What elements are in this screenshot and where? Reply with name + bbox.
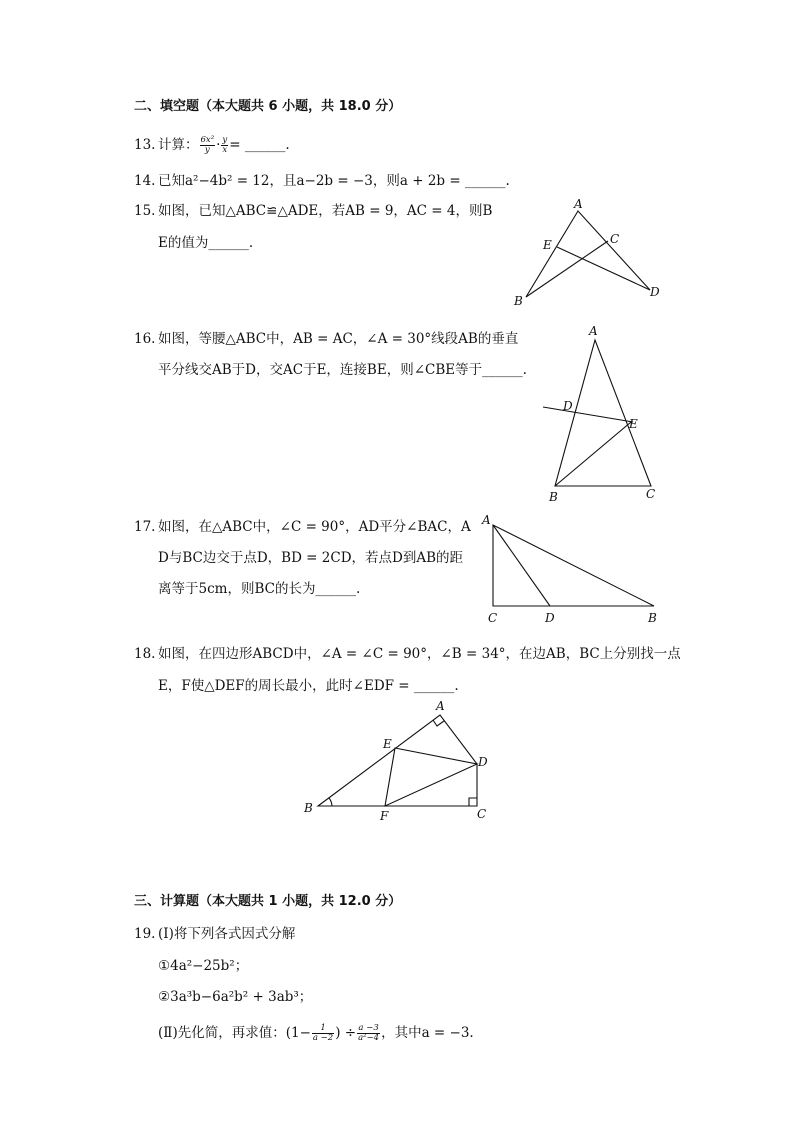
q17-triangle-abc xyxy=(493,525,654,606)
q18-figure xyxy=(300,698,500,824)
q19-part1-text: (Ⅰ)将下列各式因式分解 xyxy=(158,926,296,942)
question-18-line-1 xyxy=(134,645,681,663)
question-number: 19. xyxy=(134,926,156,942)
q19-item-2: ②3a³b−6a²b² + 3ab³； xyxy=(158,989,313,1005)
q13-prefix: 计算： xyxy=(158,137,199,153)
question-16-line-2: 平分线交AB于D，交AC于E，连接BE，则∠CBE等于______. xyxy=(158,362,527,378)
q19-part2-mid: ) ÷ xyxy=(335,1025,357,1041)
question-number: 15. xyxy=(134,203,156,219)
q16-perpendicular-bisector xyxy=(543,407,633,422)
question-15-line-1 xyxy=(134,202,492,220)
q13-fraction-2: $\frac{y}{x}$ xyxy=(222,135,228,155)
question-17-line-2: D与BC边交于点D，BD = 2CD，若点D到AB的距 xyxy=(158,550,464,566)
label-e: E xyxy=(629,417,638,431)
q19-part2-suffix: ，其中a = −3. xyxy=(381,1025,474,1041)
q19-part-2 xyxy=(158,1024,474,1043)
question-14 xyxy=(134,172,510,190)
q18-triangle-def xyxy=(385,748,477,806)
section-2-title: 二、填空题（本大题共 6 小题，共 18.0 分） xyxy=(134,99,402,114)
label-e: E xyxy=(543,238,552,252)
label-a: A xyxy=(482,513,491,527)
label-c: C xyxy=(477,807,487,821)
label-d: D xyxy=(478,755,488,769)
question-number: 17. xyxy=(134,519,156,535)
label-b: B xyxy=(514,294,523,308)
q15-line-e-d xyxy=(557,247,650,290)
label-a: A xyxy=(436,699,445,713)
label-a: A xyxy=(589,324,598,338)
question-17-line-1 xyxy=(134,518,471,536)
q19-fraction-2: $\frac{a -3}{\text{a²−4}}$ xyxy=(358,1023,380,1043)
q17-text-1: 如图，在△ABC中，∠C = 90°，AD平分∠BAC，A xyxy=(158,519,471,535)
question-19-part-1 xyxy=(134,925,295,943)
q13-dot: · xyxy=(216,137,221,153)
q19-part2-prefix: (Ⅱ)先化简，再求值：(1− xyxy=(158,1025,311,1041)
label-f: F xyxy=(380,809,389,823)
label-b: B xyxy=(648,611,657,625)
label-d: D xyxy=(563,399,573,413)
q18-text-1: 如图，在四边形ABCD中，∠A = ∠C = 90°，∠B = 34°，在边AB，BC上分别找一点 xyxy=(158,646,681,662)
q17-figure xyxy=(478,510,668,628)
q14-text: 已知a²−4b² = 12，且a−2b = −3，则a + 2b = ______. xyxy=(158,173,510,189)
question-number: 13. xyxy=(134,137,156,153)
q19-fraction-1: $\frac{1}{a -2}$ xyxy=(312,1023,334,1043)
label-c: C xyxy=(610,232,620,246)
q18-quadrilateral-abcd xyxy=(318,715,477,806)
q18-right-angle-a xyxy=(433,720,444,726)
question-number: 14. xyxy=(134,173,156,189)
q16-figure xyxy=(535,318,670,508)
question-13 xyxy=(134,136,290,155)
q16-line-b-e xyxy=(555,422,631,486)
label-d: D xyxy=(545,611,555,625)
q16-text-1: 如图，等腰△ABC中，AB = AC，∠A = 30°线段AB的垂直 xyxy=(158,331,519,347)
q18-angle-b-arc xyxy=(329,798,332,806)
question-number: 18. xyxy=(134,646,156,662)
q13-suffix: = ______. xyxy=(229,137,290,153)
question-16-line-1 xyxy=(134,330,518,348)
label-c: C xyxy=(488,611,498,625)
section-3-title: 三、计算题（本大题共 1 小题，共 12.0 分） xyxy=(134,894,402,909)
question-number: 16. xyxy=(134,331,156,347)
q13-fraction-1: $\frac{\text{6x²}}{y}$ xyxy=(200,135,215,155)
question-17-line-3: 离等于5cm，则BC的长为______. xyxy=(158,581,361,597)
q18-right-angle-c xyxy=(469,798,477,806)
q15-figure xyxy=(500,195,680,310)
label-b: B xyxy=(304,801,313,815)
label-c: C xyxy=(646,487,656,501)
question-18-line-2: E，F使△DEF的周长最小，此时∠EDF = ______. xyxy=(158,678,459,694)
q17-line-a-d xyxy=(493,525,550,606)
label-a: A xyxy=(574,197,583,211)
label-d: D xyxy=(650,285,660,299)
question-15-line-2: E的值为______. xyxy=(158,235,254,251)
q15-line-b-c xyxy=(526,241,608,297)
q15-text-1: 如图，已知△ABC≌△ADE，若AB = 9，AC = 4，则B xyxy=(158,203,493,219)
q19-item-1: ①4a²−25b²； xyxy=(158,958,249,974)
q16-triangle-abc xyxy=(555,340,651,486)
label-b: B xyxy=(549,490,558,504)
label-e: E xyxy=(383,737,392,751)
